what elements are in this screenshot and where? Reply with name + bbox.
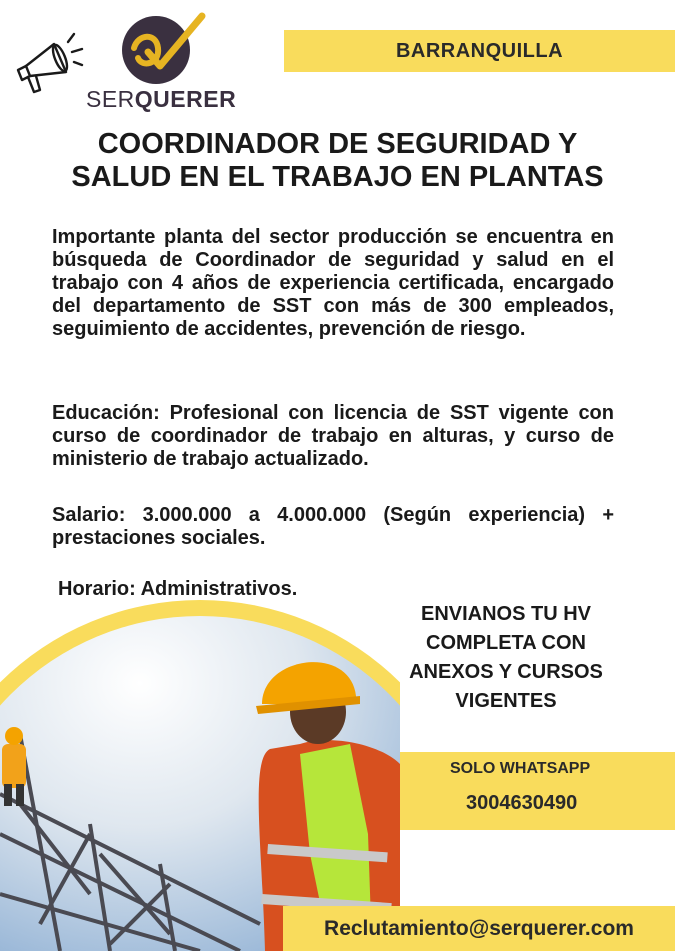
education-requirements: Educación: Profesional con licencia de SST vigente con curso de coordinador de trabajo en alturas, y curso de ministerio de trabajo actualizado. [52, 402, 614, 470]
whatsapp-label: SOLO WHATSAPP [450, 760, 591, 777]
job-title-line: SALUD EN EL TRABAJO EN PLANTAS [71, 161, 604, 193]
megaphone-icon [8, 22, 88, 102]
cta-line: COMPLETA CON [426, 632, 586, 654]
schedule-info: Horario: Administrativos. [58, 578, 298, 600]
job-description: Importante planta del sector producción se encuentra en búsqueda de Coordinador de seguridad y salud en el trabajo con 4 años de experiencia certificada, encargado del departamento de SST con más de 300 empleados, seguimiento de accidentes, prevención de riesgo. [52, 226, 614, 340]
worker-photo [0, 594, 400, 951]
brand-logo-icon [112, 8, 212, 88]
city-label: BARRANQUILLA [395, 39, 564, 62]
cta-line: ENVIANOS TU HV [420, 603, 592, 625]
phone-number[interactable]: 3004630490 [466, 792, 578, 814]
email-link[interactable]: Reclutamiento@serquerer.com [324, 916, 634, 940]
brand-name: SERQUERER [86, 86, 237, 112]
job-title-line: COORDINADOR DE SEGURIDAD Y [97, 128, 578, 160]
job-title [0, 128, 675, 194]
salary-info: Salario: 3.000.000 a 4.000.000 (Según experiencia) + prestaciones sociales. [52, 504, 614, 549]
apply-instructions [386, 600, 626, 716]
cta-line: ANEXOS Y CURSOS [409, 661, 603, 683]
cta-line: VIGENTES [455, 690, 557, 712]
